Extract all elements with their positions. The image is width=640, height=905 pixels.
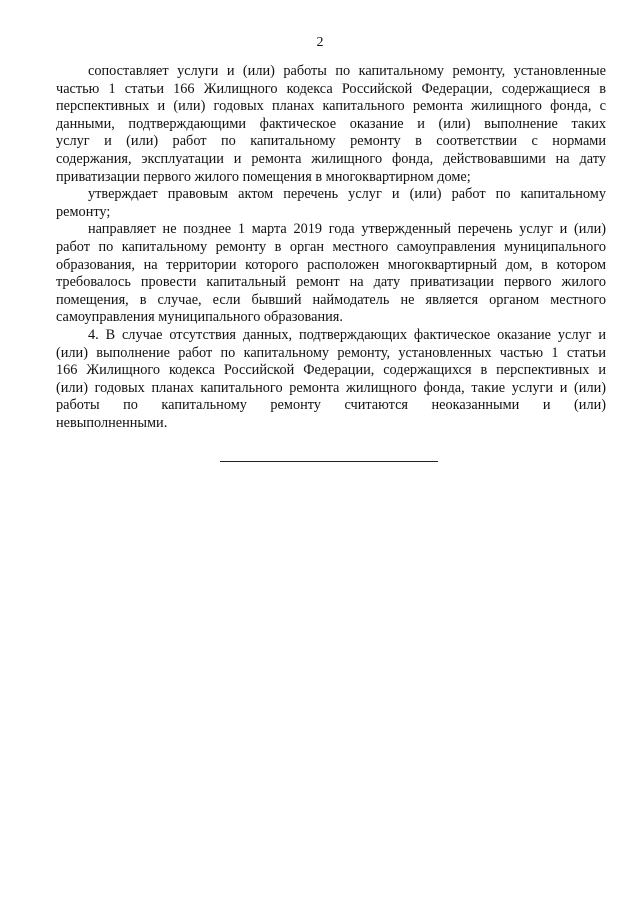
text-line: услуг и (или) работ по капитальному ремонту в соответствии с нормами (56, 133, 606, 150)
text-line: данными, подтверждающими фактическое оказание и (или) выполнение таких (56, 115, 606, 132)
paragraph-approves-list (56, 186, 606, 221)
paragraph-item-4 (56, 327, 606, 433)
paragraph-compares-services (56, 63, 606, 186)
text-line: (или) выполнение работ по капитальному ремонту, установленных частью 1 статьи (56, 344, 606, 361)
end-divider-line (220, 461, 438, 462)
text-line: самоуправления муниципального образования. (56, 309, 343, 326)
text-line: работ по капитальному ремонту в орган местного самоуправления муниципального (56, 238, 606, 255)
text-line: работы по капитальному ремонту считаются неоказанными и (или) (56, 397, 606, 414)
text-line: помещения, в случае, если бывший наймодатель не является органом местного (56, 291, 606, 308)
page-number: 2 (316, 35, 324, 50)
text-line: перспективных и (или) годовых планах капитального ремонта жилищного фонда, с (56, 98, 606, 115)
text-line: сопоставляет услуги и (или) работы по капитальному ремонту, установленные (88, 63, 606, 79)
text-line: содержания, эксплуатации и ремонта жилищного фонда, действовавшими на дату (56, 150, 606, 167)
text-line: утверждает правовым актом перечень услуг и (или) работ по капитальному (88, 186, 606, 203)
text-line: (или) годовых планах капитального ремонта жилищного фонда, такие услуги и (или) (56, 379, 606, 396)
text-line: требовалось провести капитальный ремонт на дату приватизации первого жилого (56, 274, 606, 291)
text-line: приватизации первого жилого помещения в многоквартирном доме; (56, 168, 471, 185)
text-line: 166 Жилищного кодекса Российской Федерации, содержащихся в перспективных и (56, 362, 606, 379)
text-line: частью 1 статьи 166 Жилищного кодекса Российской Федерации, содержащиеся в (56, 80, 606, 97)
text-line: направляет не позднее 1 марта 2019 года утвержденный перечень услуг и (или) (88, 221, 606, 238)
text-line: невыполненными. (56, 414, 168, 431)
paragraph-sends-list (56, 221, 606, 327)
text-line: 4. В случае отсутствия данных, подтверждающих фактическое оказание услуг и (88, 326, 606, 343)
document-body (56, 63, 606, 432)
text-line: ремонту; (56, 203, 111, 220)
text-line: образования, на территории которого расположен многоквартирный дом, в котором (56, 256, 606, 273)
